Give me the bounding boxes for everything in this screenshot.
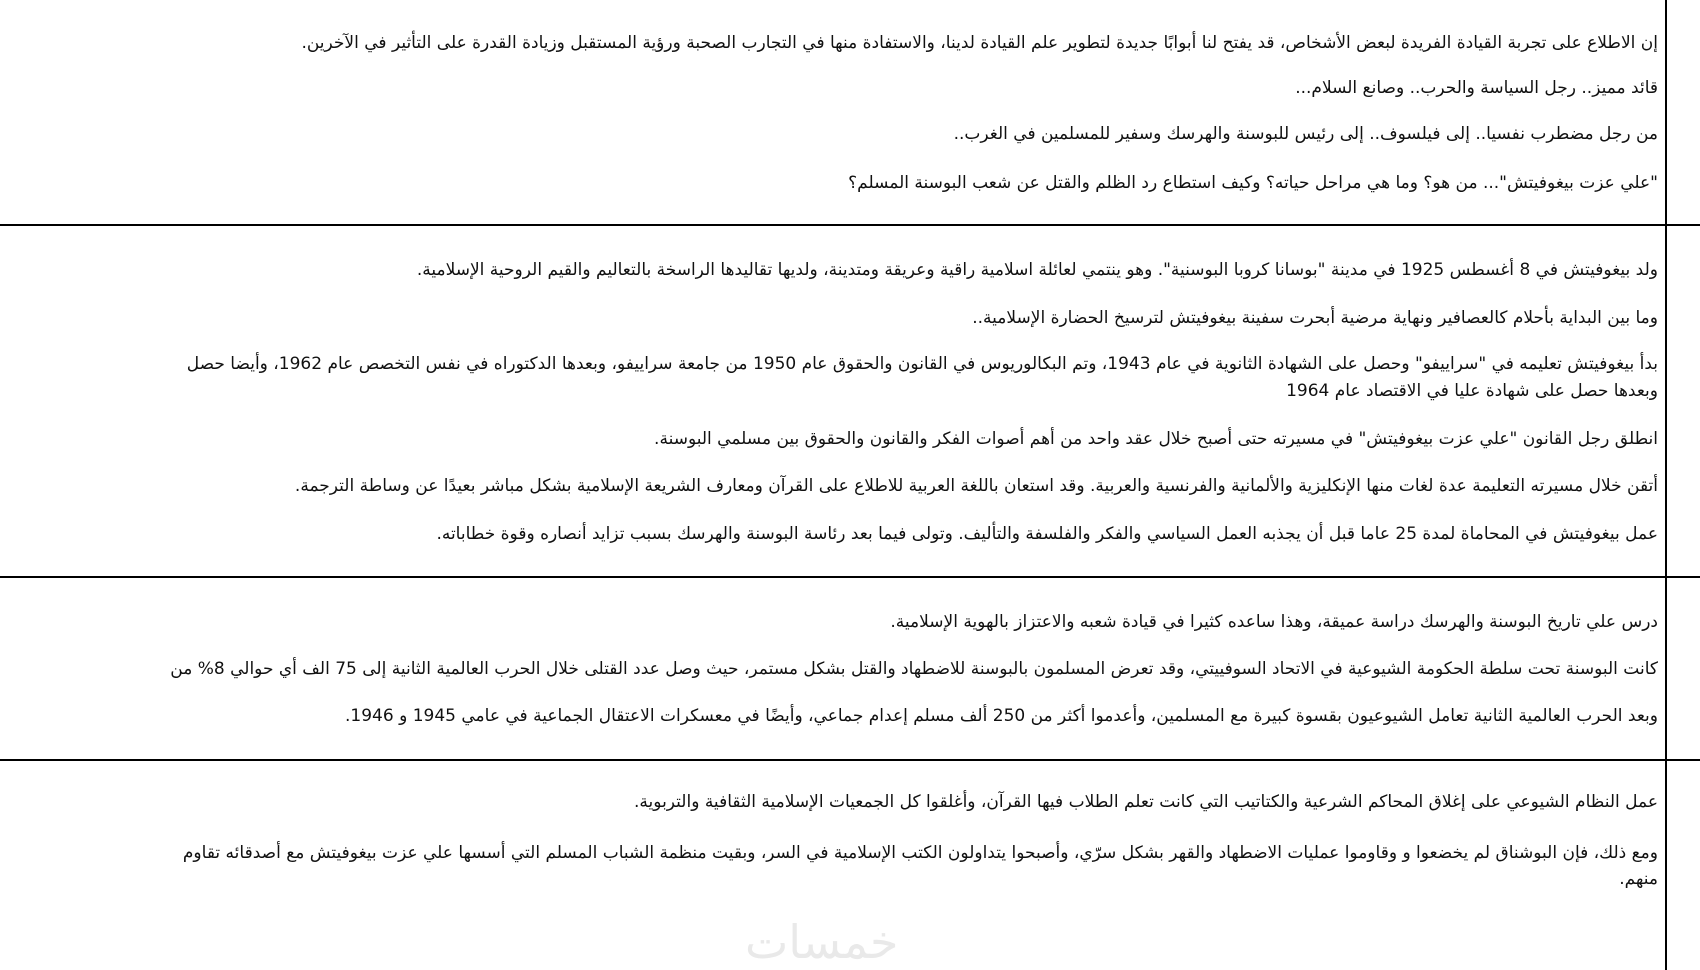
table-right-border	[1665, 0, 1667, 970]
paragraph: بدأ بيغوفيتش تعليمه في "سراييفو" وحصل على الشهادة الثانوية في عام 1943، وتم البكالوريوس في القانون والحقوق عام 1950 من جامعة سراييفو، وبعدها الدكتوراه في نفس التخصص عام 1962، وأيضا حصل	[186, 354, 1658, 374]
row-divider	[0, 759, 1700, 761]
paragraph: كانت البوسنة تحت سلطة الحكومة الشيوعية في الاتحاد السوفييتي، وقد تعرض المسلمون بالبوسنة للاضطهاد والقتل بشكل مستمر، حيث وصل عدد القتلى خلال الحرب العالمية الثانية إلى 75 الف أي حوالي 8% من	[170, 659, 1658, 679]
row-divider	[0, 224, 1700, 226]
paragraph: انطلق رجل القانون "علي عزت بيغوفيتش" في مسيرته حتى أصبح خلال عقد واحد من أهم أصوات الفكر والقانون والحقوق بين مسلمي البوسنة.	[654, 429, 1658, 449]
paragraph: ومع ذلك، فإن البوشناق لم يخضعوا و وقاوموا عمليات الاضطهاد والقهر بشكل سرّي، وأصبحوا يتداولون الكتب الإسلامية في السر، وبقيت منظمة الشباب المسلم التي أسسها علي عزت بيغوفيتش مع أصدقائه تقاوم	[182, 843, 1658, 863]
paragraph: إن الاطلاع على تجربة القيادة الفريدة لبعض الأشخاص، قد يفتح لنا أبوابًا جديدة لتطوير علم القيادة لدينا، والاستفادة منها في التجارب الصحبة ورؤية المستقبل وزيادة القدرة على التأثير في الآخرين.	[301, 33, 1658, 53]
paragraph: "علي عزت بيغوفيتش"... من هو؟ وما هي مراحل حياته؟ وكيف استطاع رد الظلم والقتل عن شعب البوسنة المسلم؟	[848, 173, 1658, 193]
watermark: خمسات	[745, 915, 899, 969]
paragraph: وبعدها حصل على شهادة عليا في الاقتصاد عام 1964	[1286, 381, 1658, 401]
paragraph: وبعد الحرب العالمية الثانية تعامل الشيوعيون بقسوة كبيرة مع المسلمين، وأعدموا أكثر من 250 ألف مسلم إعدام جماعي، وأيضًا في معسكرات الاعتقال الجماعية في عامي 1945 و 1946.	[345, 706, 1658, 726]
row-divider	[0, 576, 1700, 578]
paragraph: أتقن خلال مسيرته التعليمة عدة لغات منها الإنكليزية والألمانية والفرنسية والعربية. وقد استعان باللغة العربية للاطلاع على القرآن ومعارف الشريعة الإسلامية بشكل مباشر بعيدًا عن وساطة الترجمة.	[294, 476, 1658, 496]
paragraph: درس علي تاريخ البوسنة والهرسك دراسة عميقة، وهذا ساعده كثيرا في قيادة شعبه والاعتزاز بالهوية الإسلامية.	[890, 612, 1658, 632]
paragraph: ولد بيغوفيتش في 8 أغسطس 1925 في مدينة "بوسانا كروبا البوسنية". وهو ينتمي لعائلة اسلامية راقية وعريقة ومتدينة، ولديها تقاليدها الراسخة بالتعاليم والقيم الروحية الإسلامية.	[416, 260, 1658, 280]
paragraph: منهم.	[1619, 869, 1658, 889]
paragraph: وما بين البداية بأحلام كالعصافير ونهاية مرضية أبحرت سفينة بيغوفيتش لترسيخ الحضارة الإسلامية..	[972, 308, 1658, 328]
paragraph: من رجل مضطرب نفسيا.. إلى فيلسوف.. إلى رئيس للبوسنة والهرسك وسفير للمسلمين في الغرب..	[953, 124, 1658, 144]
paragraph: عمل بيغوفيتش في المحاماة لمدة 25 عاما قبل أن يجذبه العمل السياسي والفكر والفلسفة والتأليف. وتولى فيما بعد رئاسة البوسنة والهرسك بسبب تزايد أنصاره وقوة خطاباته.	[436, 524, 1658, 544]
paragraph: قائد مميز.. رجل السياسة والحرب.. وصانع السلام...	[1295, 78, 1658, 98]
paragraph: عمل النظام الشيوعي على إغلاق المحاكم الشرعية والكتاتيب التي كانت تعلم الطلاب فيها القرآن، وأغلقوا كل الجمعيات الإسلامية الثقافية والتربوية.	[634, 792, 1658, 812]
